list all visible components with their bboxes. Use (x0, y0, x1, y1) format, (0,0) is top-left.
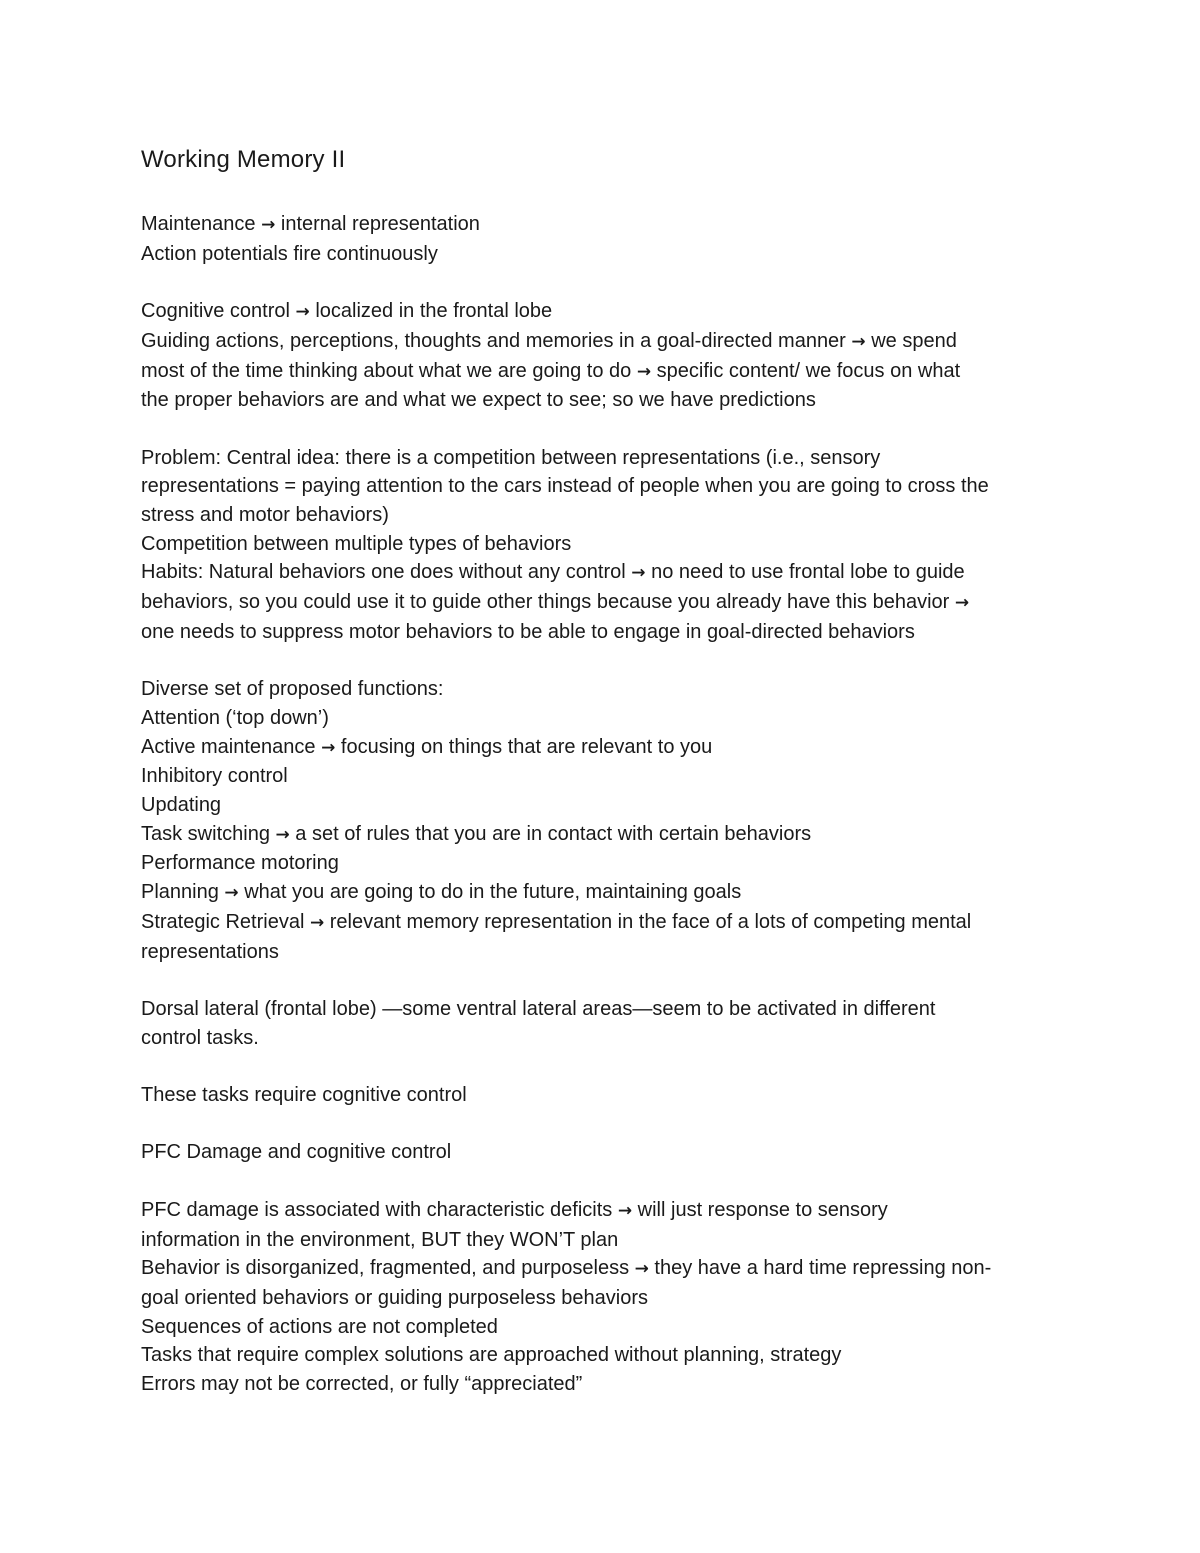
text-line: behaviors, so you could use it to guide other things because you already have this behavior → (141, 591, 970, 614)
paragraph-list (141, 210, 1081, 1399)
arrow-icon: → (636, 361, 652, 382)
arrow-icon: → (851, 331, 866, 352)
arrow-icon: → (617, 1200, 633, 1221)
document-body (141, 142, 1081, 1399)
text-line: Active maintenance → focusing on things that are relevant to you (141, 735, 713, 758)
text-line: Diverse set of proposed functions: (141, 678, 444, 701)
text-line: Competition between multiple types of behaviors (141, 532, 572, 555)
text-line: Problem: Central idea: there is a competition between representations (i.e., sensory (141, 446, 881, 469)
text-line: Behavior is disorganized, fragmented, and purposeless → they have a hard time repressing non- (141, 1257, 992, 1280)
paragraph (141, 995, 1081, 1052)
arrow-icon: → (295, 302, 310, 323)
text-line: Habits: Natural behaviors one does without any control → no need to use frontal lobe to guide (141, 561, 965, 584)
text-line: PFC Damage and cognitive control (141, 1141, 452, 1164)
paragraph (141, 1081, 1081, 1110)
arrow-icon: → (309, 912, 325, 933)
text-line: information in the environment, BUT they WON’T plan (141, 1228, 619, 1251)
arrow-icon: → (261, 215, 276, 235)
text-line: the proper behaviors are and what we expect to see; so we have predictions (141, 389, 816, 412)
arrow-icon: → (634, 1259, 649, 1280)
paragraph (141, 1138, 1081, 1167)
text-line: Planning → what you are going to do in the future, maintaining goals (141, 881, 742, 904)
text-line: stress and motor behaviors) (141, 504, 389, 526)
text-line: Inhibitory control (141, 765, 288, 788)
text-line: most of the time thinking about what we are going to do → specific content/ we focus on what (141, 359, 961, 382)
paragraph (141, 675, 1081, 966)
text-line: Action potentials fire continuously (141, 242, 438, 265)
arrow-icon: → (631, 563, 646, 584)
paragraph (141, 297, 1081, 415)
paragraph (141, 444, 1081, 647)
paragraph (141, 210, 1081, 268)
text-line: Tasks that require complex solutions are approached without planning, strategy (141, 1344, 842, 1367)
text-line: PFC damage is associated with characteristic deficits → will just response to sensory (141, 1198, 888, 1221)
arrow-icon: → (275, 824, 290, 845)
text-line: one needs to suppress motor behaviors to be able to engage in goal-directed behaviors (141, 620, 915, 643)
arrow-icon: → (954, 593, 970, 614)
text-line: Attention (‘top down’) (141, 706, 329, 729)
text-line: These tasks require cognitive control (141, 1084, 467, 1107)
text-line: representations (141, 940, 279, 963)
paragraph (141, 1196, 1081, 1399)
text-line: Cognitive control → localized in the frontal lobe (141, 300, 553, 323)
text-line: Performance motoring (141, 852, 339, 875)
text-line: control tasks. (141, 1026, 259, 1049)
text-line: Errors may not be corrected, or fully “appreciated” (141, 1373, 583, 1396)
text-line: Strategic Retrieval → relevant memory representation in the face of a lots of competing mental (141, 910, 972, 933)
arrow-icon: → (224, 883, 239, 904)
text-line: Task switching → a set of rules that you are in contact with certain behaviors (141, 822, 812, 845)
text-line: Guiding actions, perceptions, thoughts and memories in a goal-directed manner → we spend (141, 329, 957, 352)
text-line: Maintenance → internal representation (141, 213, 480, 235)
document-title: Working Memory II (141, 146, 346, 173)
text-line: representations = paying attention to the cars instead of people when you are going to cross the (141, 475, 989, 498)
text-line: Dorsal lateral (frontal lobe) —some ventral lateral areas—seem to be activated in different (141, 997, 936, 1020)
arrow-icon: → (321, 737, 336, 758)
text-line: Sequences of actions are not completed (141, 1315, 498, 1338)
text-line: goal oriented behaviors or guiding purposeless behaviors (141, 1286, 648, 1309)
text-line: Updating (141, 794, 222, 817)
